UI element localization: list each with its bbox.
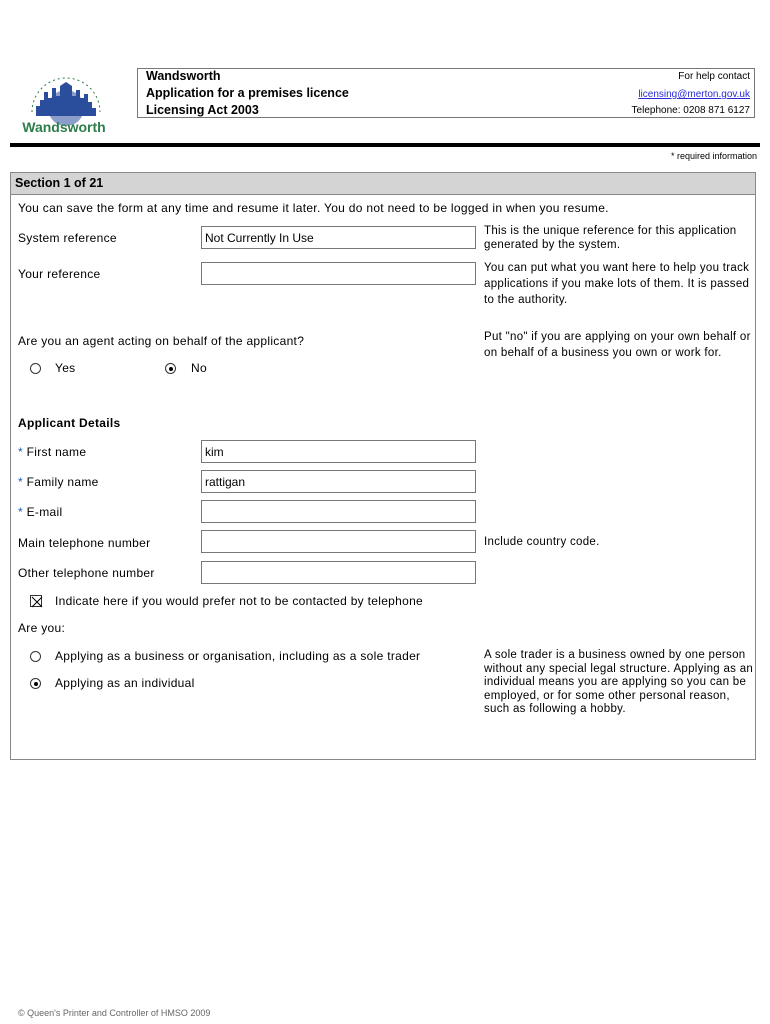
required-mark: * (18, 475, 23, 489)
help-label: For help contact (678, 71, 750, 82)
wandsworth-logo (14, 72, 118, 136)
your-reference-field[interactable] (201, 262, 476, 285)
business-option-label[interactable]: Applying as a business or organisation, including as a sole trader (55, 649, 421, 663)
are-you-label: Are you: (18, 621, 66, 635)
first-name-label (18, 445, 86, 459)
your-reference-label: Your reference (18, 267, 101, 281)
required-note: * required information (670, 151, 757, 161)
applicant-type-help: A sole trader is a business owned by one person without any special legal structure. Applying as an individual means you are applying so you can be employed, or for some other personal reason, such as following a hobby. (484, 649, 754, 715)
email-field[interactable] (201, 500, 476, 523)
section-header (11, 173, 755, 195)
system-reference-label: System reference (18, 231, 117, 245)
first-name-label-text: First name (26, 445, 87, 459)
main-phone-help: Include country code. (484, 536, 600, 548)
help-email-link[interactable]: licensing@merton.gov.uk (638, 89, 750, 100)
applicant-details-heading: Applicant Details (18, 416, 121, 430)
wandsworth-logo-graphic (14, 72, 118, 136)
act-name: Licensing Act 2003 (146, 103, 259, 117)
email-label (18, 505, 62, 519)
your-reference-help: You can put what you want here to help you track applications if you make lots of them. It is passed to the authority. (484, 262, 750, 306)
family-name-label-text: Family name (26, 475, 99, 489)
individual-option-label[interactable]: Applying as an individual (55, 676, 195, 690)
agent-question: Are you an agent acting on behalf of the applicant? (18, 334, 305, 348)
required-mark: * (18, 445, 23, 459)
required-mark: * (18, 505, 23, 519)
no-phone-contact-label[interactable]: Indicate here if you would prefer not to be contacted by telephone (55, 594, 424, 608)
individual-radio[interactable] (30, 678, 41, 689)
no-phone-contact-checkbox[interactable] (30, 595, 42, 607)
agent-no-radio[interactable] (165, 363, 176, 374)
agent-help: Put "no" if you are applying on your own behalf or on behalf of a business you own or work for. (484, 331, 751, 359)
section-intro: You can save the form at any time and resume it later. You do not need to be logged in when you resume. (18, 201, 609, 215)
system-reference-help: This is the unique reference for this application generated by the system. (484, 225, 737, 251)
system-reference-field[interactable]: Not Currently In Use (201, 226, 476, 249)
family-name-field[interactable]: rattigan (201, 470, 476, 493)
header-rule (10, 143, 760, 147)
agent-no-label[interactable]: No (191, 361, 207, 375)
council-name: Wandsworth (146, 69, 221, 83)
other-phone-field[interactable] (201, 561, 476, 584)
form-title: Application for a premises licence (146, 86, 349, 100)
family-name-label (18, 475, 99, 489)
other-phone-label: Other telephone number (18, 566, 155, 580)
agent-yes-radio[interactable] (30, 363, 41, 374)
logo-wordmark: Wandsworth (22, 119, 106, 135)
main-phone-label: Main telephone number (18, 536, 151, 550)
copyright-footer: © Queen's Printer and Controller of HMSO 2009 (18, 1008, 211, 1018)
first-name-field[interactable]: kim (201, 440, 476, 463)
help-phone: Telephone: 0208 871 6127 (631, 105, 750, 116)
email-label-text: E-mail (26, 505, 63, 519)
main-phone-field[interactable] (201, 530, 476, 553)
agent-yes-label[interactable]: Yes (55, 361, 76, 375)
checkbox-cross-icon (31, 596, 43, 608)
section-title: Section 1 of 21 (15, 176, 104, 190)
business-radio[interactable] (30, 651, 41, 662)
